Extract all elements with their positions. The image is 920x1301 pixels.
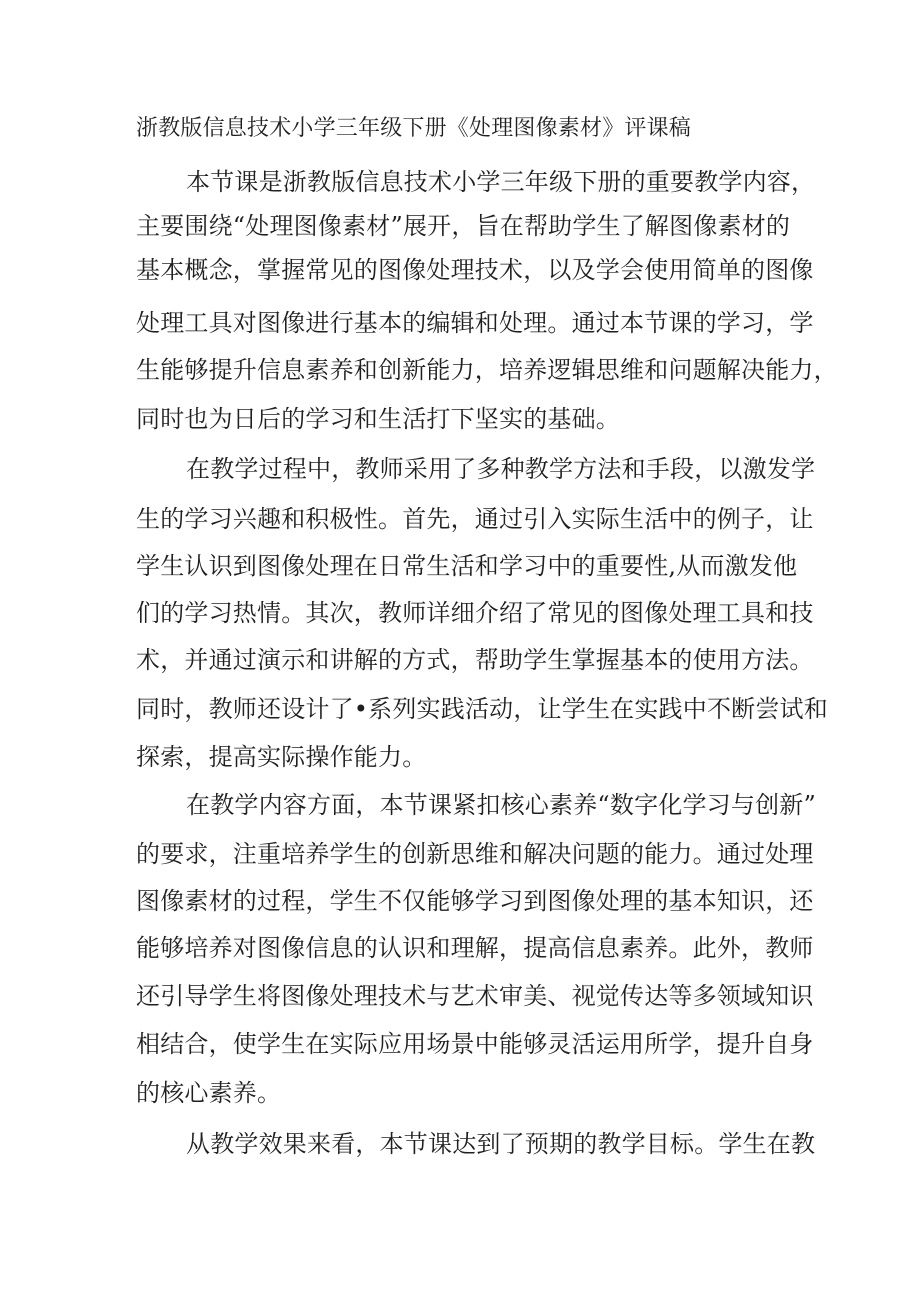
paragraph-line: 从教学效果来看，本节课达到了预期的教学目标。学生在教 [186,1130,816,1158]
paragraph-line: 还引导学生将图像处理技术与艺术审美、视觉传达等多领域知识 [136,982,814,1010]
paragraph-line: 在教学内容方面，本节课紧扣核心素养“数字化学习与创新” [186,791,816,819]
paragraph-line: 处理工具对图像进行基本的编辑和处理。通过本节课的学习，学 [136,309,814,337]
paragraph-line: 的要求，注重培养学生的创新思维和解决问题的能力。通过处理 [136,840,814,868]
document-title: 浙教版信息技术小学三年级下册《处理图像素材》评课稿 [136,116,692,141]
paragraph-line: 生的学习兴趣和积极性。首先，通过引入实际生活中的例子，让 [136,505,814,533]
paragraph-line: 能够培养对图像信息的认识和理解，提高信息素养。此外，教师 [136,934,814,962]
paragraph-line: 基本概念，掌握常见的图像处理技术，以及学会使用简单的图像 [136,256,814,284]
paragraph-line: 图像素材的过程，学生不仅能够学习到图像处理的基本知识，还 [136,887,814,915]
paragraph-line: 相结合，使学生在实际应用场景中能够灵活运用所学，提升自身 [136,1030,814,1058]
paragraph-line: 术，并通过演示和讲解的方式，帮助学生掌握基本的使用方法。 [136,646,814,674]
paragraph-line: 们的学习热情。其次，教师详细介绍了常见的图像处理工具和技 [136,599,814,627]
paragraph-line: 生能够提升信息素养和创新能力，培养逻辑思维和问题解决能力， [136,356,838,384]
paragraph-line: 本节课是浙教版信息技术小学三年级下册的重要教学内容， [186,168,816,196]
paragraph-line: 主要围绕“处理图像素材”展开，旨在帮助学生了解图像素材的 [136,212,791,240]
paragraph-line: 探索，提高实际操作能力。 [136,743,427,771]
paragraph-line: 的核心素养。 [136,1079,282,1107]
paragraph-line: 在教学过程中，教师采用了多种教学方法和手段，以激发学 [186,455,816,483]
paragraph-line: 学生认识到图像处理在日常生活和学习中的重要性,从而激发他 [136,552,798,580]
paragraph-line: 同时，教师还设计了•系列实践活动，让学生在实践中不断尝试和 [136,695,828,723]
paragraph-line: 同时也为日后的学习和生活打下坚实的基础。 [136,405,620,433]
